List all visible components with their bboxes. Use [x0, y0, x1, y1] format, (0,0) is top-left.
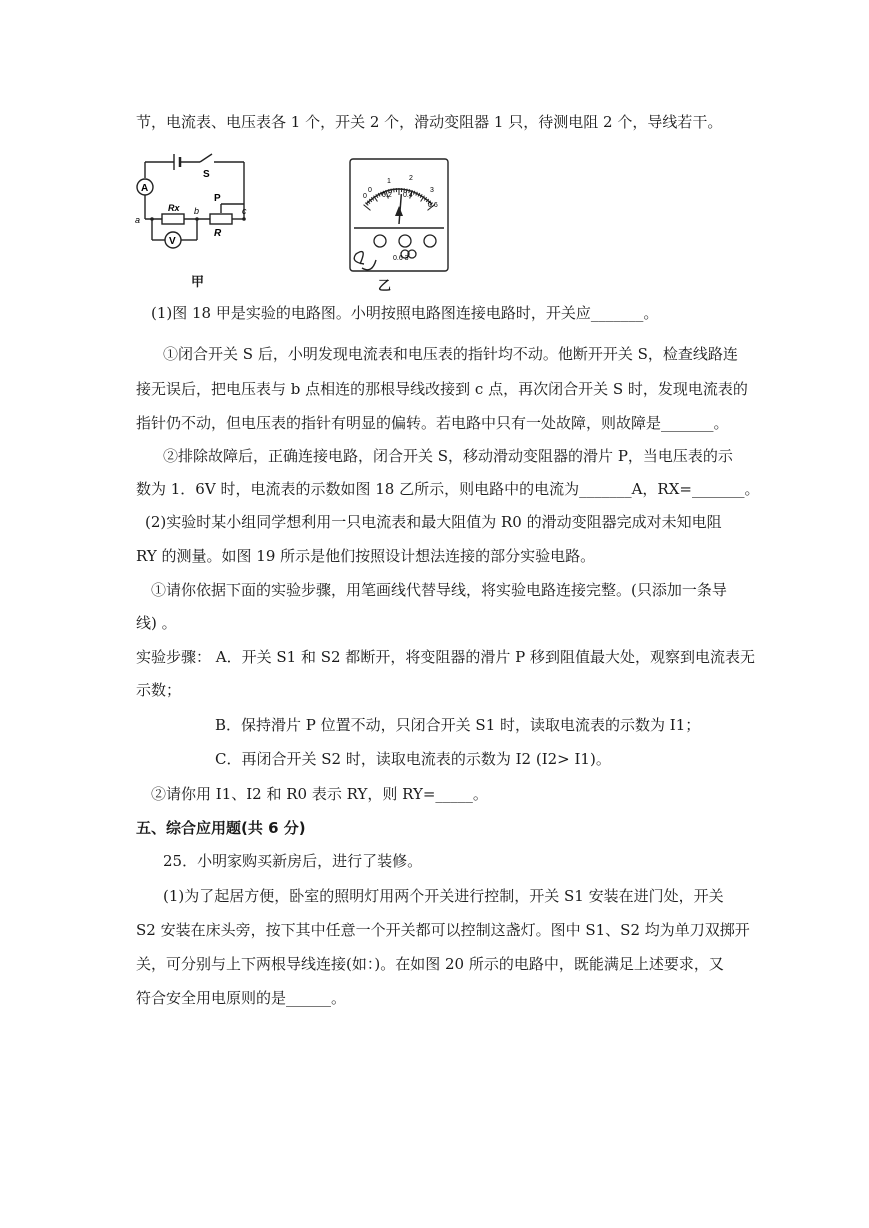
text-line-16: ②请你用 I1、I2 和 R0 表示 RY，则 RY=_____。: [151, 785, 488, 803]
ammeter-label: A: [141, 183, 149, 194]
text-line-9: RY 的测量。如图 19 所示是他们按照设计想法连接的部分实验电路。: [136, 547, 596, 565]
text-line-10: ①请你依据下面的实验步骤，用笔画线代替导线，将实验电路连接完整。(只添加一条导: [151, 581, 727, 599]
scale-top-0: 0: [368, 187, 372, 194]
text-line-14: B．保持滑片 P 位置不动，只闭合开关 S1 时，读取电流表的示数为 I1；: [215, 716, 701, 734]
p-label: P: [214, 193, 221, 204]
figure-yi-caption: 乙: [378, 279, 392, 294]
text-line-21: 符合安全用电原则的是______。: [136, 989, 347, 1007]
terminal-labels: 0.6 3: [393, 255, 409, 262]
question-25: 25．小明家购买新房后，进行了装修。: [163, 852, 423, 870]
scale-bottom-0: 0: [363, 193, 367, 200]
terminal-0-6: [399, 235, 411, 247]
figure-jia-caption: 甲: [191, 275, 205, 290]
rx-label: Rx: [168, 203, 180, 213]
text-line-12: 实验步骤： A．开关 S1 和 S2 都断开，将变阻器的滑片 P 移到阻值最大处，观察到电流表无: [136, 648, 755, 666]
voltmeter-label: V: [169, 236, 176, 247]
terminal-3: [424, 235, 436, 247]
node-c-label: c: [242, 206, 247, 216]
scale-bottom-1: 0.2: [382, 192, 392, 199]
scale-top-3: 3: [430, 187, 434, 194]
text-line-6: ②排除故障后，正确连接电路，闭合开关 S，移动滑动变阻器的滑片 P，当电压表的示: [163, 447, 733, 465]
text-line-15: C．再闭合开关 S2 时，读取电流表的示数为 I2 (I2> I1)。: [215, 750, 611, 768]
scale-bottom-3: 0.6: [428, 202, 438, 209]
text-line-5: 指针仍不动，但电压表的指针有明显的偏转。若电路中只有一处故障，则故障是_______。: [136, 414, 729, 432]
section-heading: 五、综合应用题(共 6 分): [136, 819, 306, 837]
circuit-diagram-jia: [130, 144, 260, 264]
text-line-19: S2 安装在床头旁，按下其中任意一个开关都可以控制这盏灯。图中 S1、S2 均为单刀双掷开: [136, 921, 750, 939]
scale-top-1: 1: [387, 178, 391, 185]
scale-bottom-2: 0.4: [403, 192, 413, 199]
node-b-label: b: [194, 206, 200, 216]
scale-top-2: 2: [409, 175, 413, 182]
text-line-4: 接无误后，把电压表与 b 点相连的那根导线改接到 c 点，再次闭合开关 S 时，发现电流表的: [136, 380, 748, 398]
text-line-8: (2)实验时某小组同学想利用一只电流表和最大阻值为 R0 的滑动变阻器完成对未知电阻: [145, 513, 722, 531]
ammeter-dial-yi: [338, 156, 458, 278]
text-line-18: (1)为了起居方便，卧室的照明灯用两个开关进行控制，开关 S1 安装在进门处，开关: [163, 887, 724, 905]
node-a-label: a: [135, 215, 141, 225]
r-label: R: [214, 228, 222, 239]
text-line-7: 数为 1．6V 时，电流表的示数如图 18 乙所示，则电路中的电流为_______A，RX=_______。: [136, 480, 760, 498]
text-line-3: ①闭合开关 S 后，小明发现电流表和电压表的指针均不动。他断开开关 S，检查线路连: [163, 345, 738, 363]
text-line-20: 关，可分别与上下两根导线连接(如：)。在如图 20 所示的电路中，既能满足上述要求，又: [136, 955, 724, 973]
switch-label: S: [203, 169, 210, 180]
text-line-2: (1)图 18 甲是实验的电路图。小明按照电路图连接电路时，开关应_______。: [151, 304, 659, 322]
text-line-11: 线) 。: [136, 614, 177, 632]
text-line-1: 节，电流表、电压表各 1 个，开关 2 个，滑动变阻器 1 只，待测电阻 2 个，导线若干。: [136, 113, 723, 131]
terminal-negative: [374, 235, 386, 247]
text-line-13: 示数；: [136, 681, 182, 699]
dial-tick: [364, 205, 371, 211]
